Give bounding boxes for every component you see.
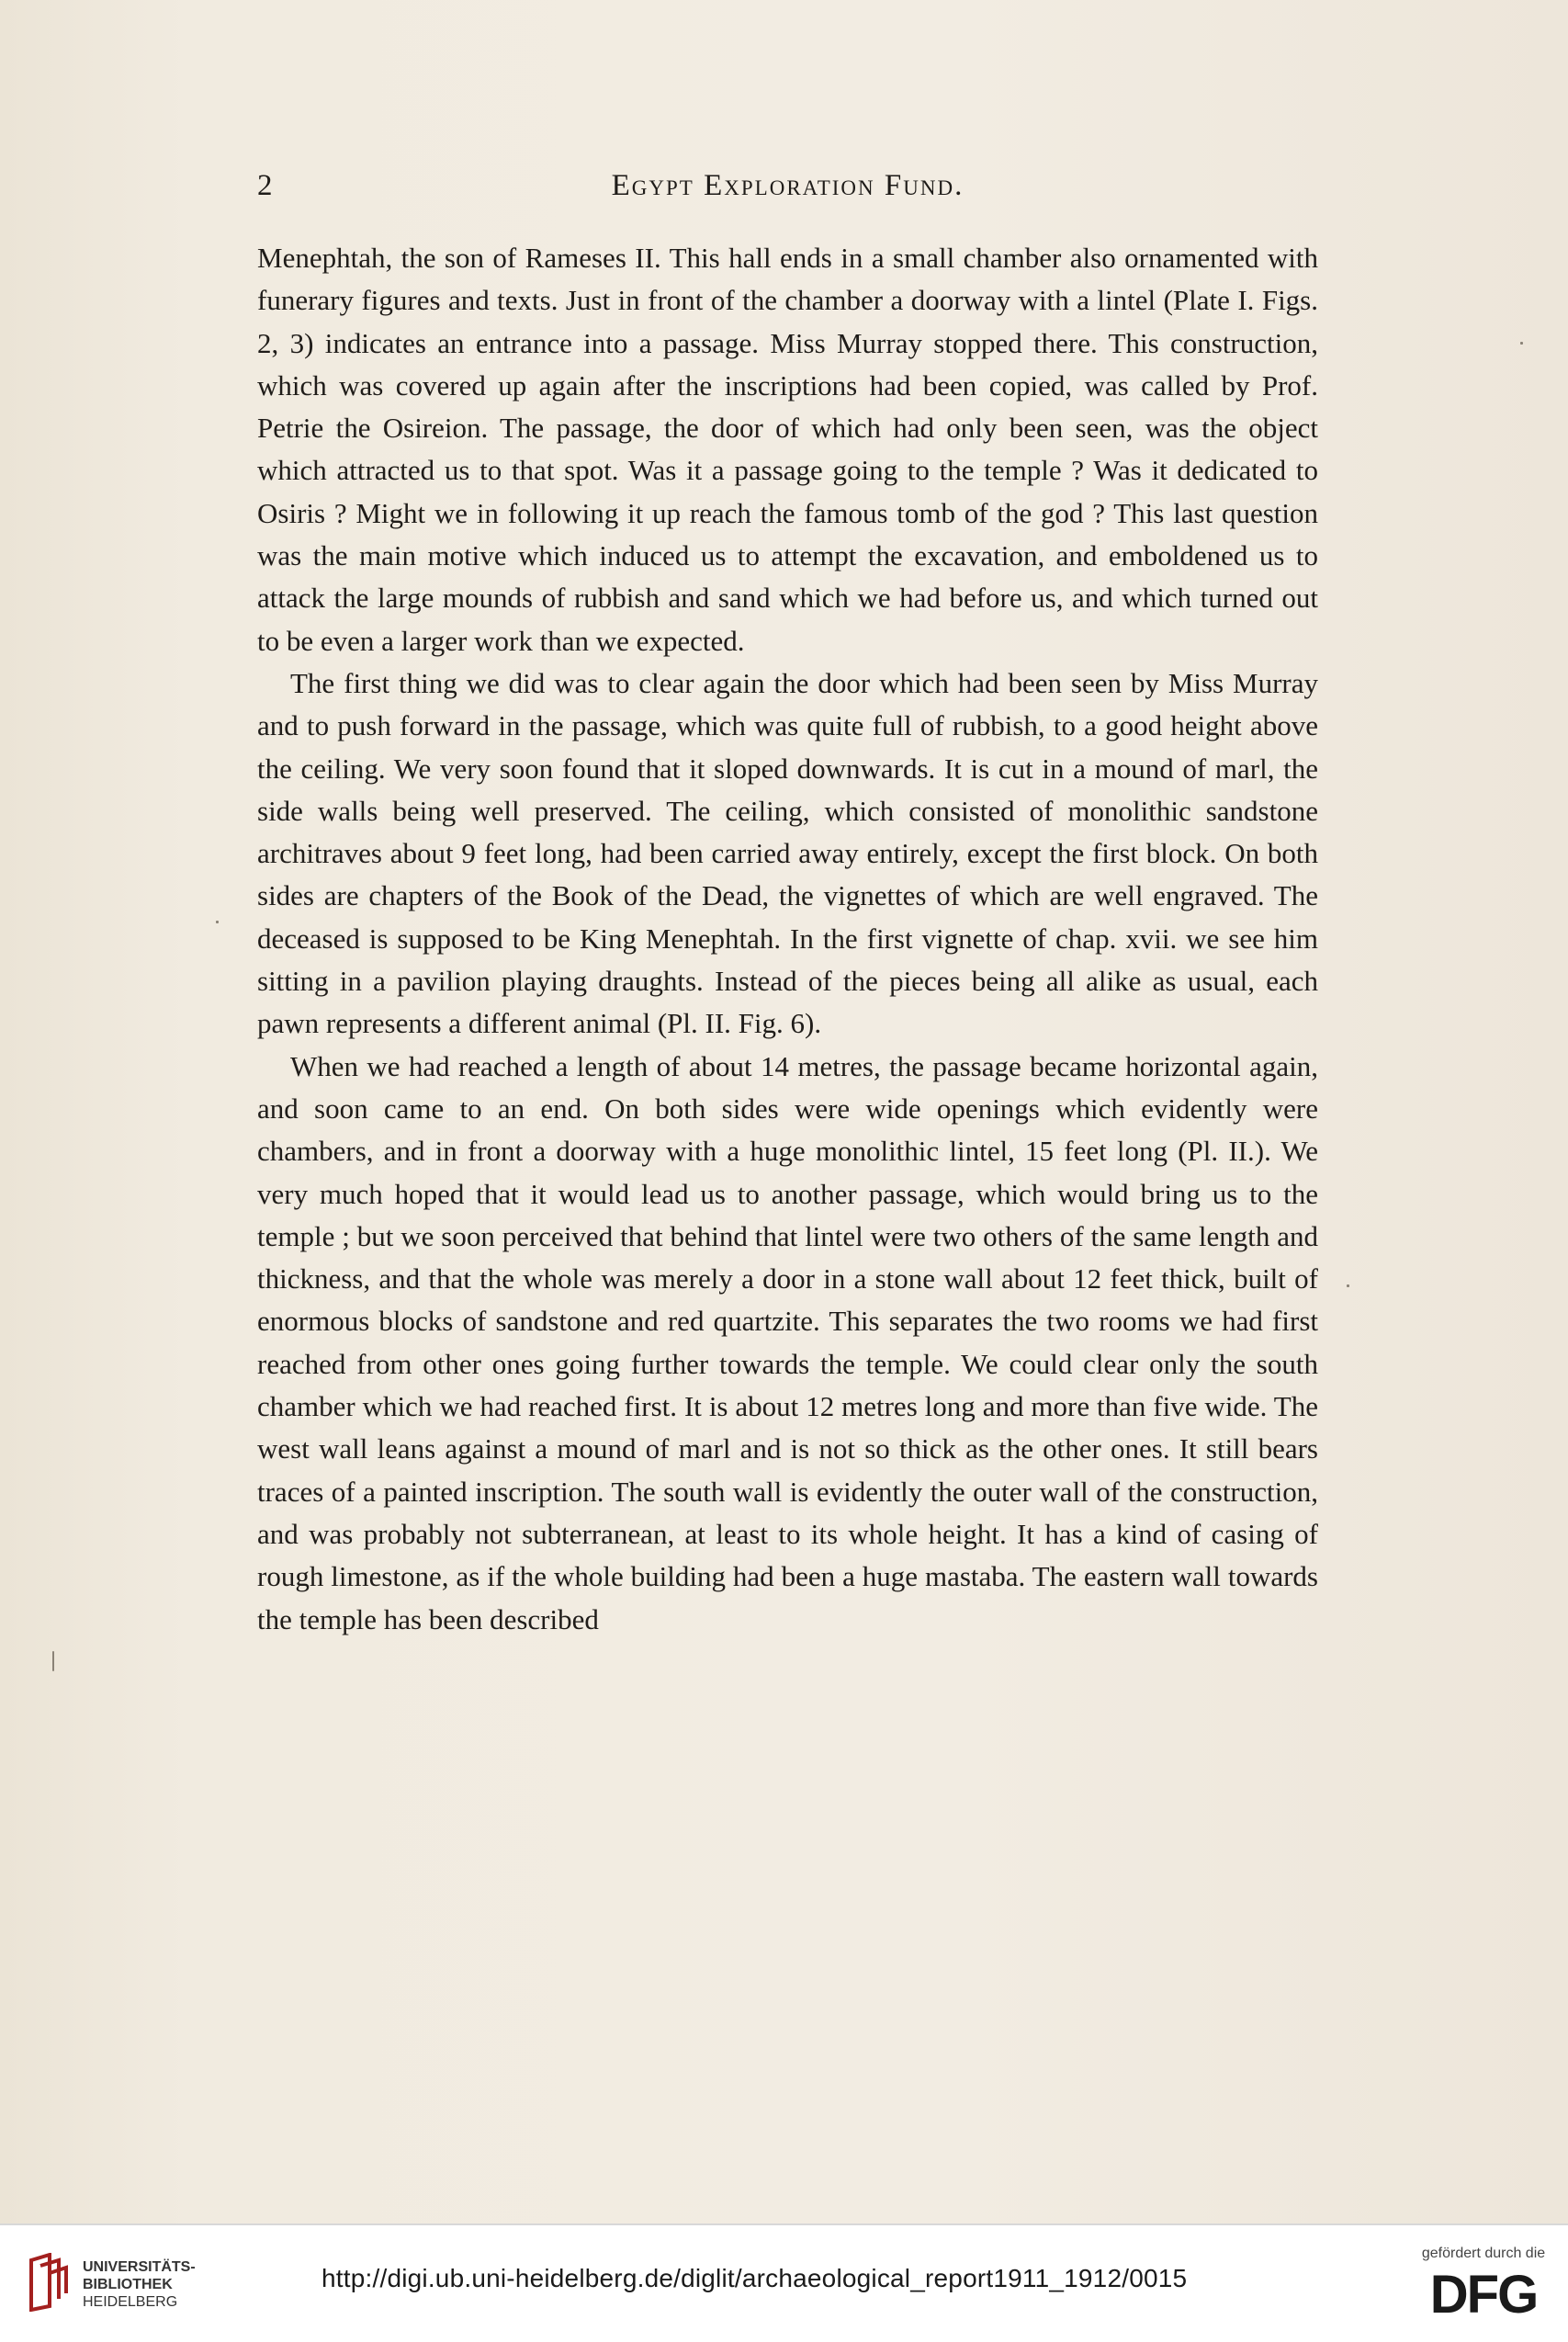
paragraph-2: The first thing we did was to clear again the door which had been seen by Miss Murray and to push forward in the passage, which was quite full of rubbish, to a good height above the ceiling. We very soon found that it sloped downwards. It is cut in a mound of marl, the side walls being well preserved. The ceiling, which consisted of monolithic sandstone architraves about 9 feet long, had been carried away entirely, except the first block. On both sides are chapters of the Book of the Dead, the vignettes of which are well engraved. The deceased is supposed to be King Menephtah. In the first vignette of chap. xvii. we see him sitting in a pavilion playing draughts. Instead of the pieces being all alike as usual, each pawn represents a different animal (Pl. II. Fig. 6). xyxy=(257,666,1318,1040)
body-text xyxy=(257,237,1318,1641)
scan-speck xyxy=(216,921,219,923)
running-title: Egypt Exploration Fund. xyxy=(611,169,964,202)
paragraph-1: Menephtah, the son of Rameses II. This hall ends in a small chamber also ornamented with funerary figures and texts. Just in front of the chamber a doorway with a lintel (Plate I. Figs. 2, 3) indicates an entrance into a passage. Miss Murray stopped there. This construction, which was covered up again after the inscriptions had been copied, was called by Prof. Petrie the Osireion. The passage, the door of which had only been seen, was the object which attracted us to that spot. Was it a passage going to the temple ? Was it dedicated to Osiris ? Might we in following it up reach the famous tomb of the god ? This last question was the main motive which induced us to attempt the excavation, and emboldened us to attack the large mounds of rubbish and sand which we had before us, and which turned out to be even a larger work than we expected. xyxy=(257,242,1318,657)
scan-speck xyxy=(52,1651,54,1671)
footer-bar xyxy=(0,2223,1568,2342)
dfg-logo: DFG xyxy=(1429,2265,1538,2325)
page-number: 2 xyxy=(257,169,273,202)
library-name: UNIVERSITÄTS- BIBLIOTHEK HEIDELBERG xyxy=(83,2259,196,2310)
dfg-funding-logo[interactable] xyxy=(1419,2246,1548,2330)
scan-speck xyxy=(1347,1284,1349,1287)
running-head xyxy=(257,169,1318,215)
funding-caption: gefördert durch die xyxy=(1421,2246,1546,2261)
source-url-link[interactable]: http://digi.ub.uni-heidelberg.de/diglit/archaeological_report1911_1912/0015 xyxy=(321,2264,1188,2292)
paragraph-3: When we had reached a length of about 14 metres, the passage became horizontal again, and soon came to an end. On both sides were wide openings which evidently were chambers, and in front a doorway with a huge monolithic lintel, 15 feet long (Pl. II.). We very much hoped that it would lead us to another passage, which would bring us to the temple ; but we soon perceived that behind that lintel were two others of the same length and thickness, and that the whole was merely a door in a stone wall about 12 feet thick, built of enormous blocks of sandstone and red quartzite. This separates the two rooms we had first reached from other ones going further towards the temple. We could clear only the south chamber which we had reached first. It is about 12 metres long and more than five wide. The west wall leans against a mound of marl and is not so thick as the other ones. It still bears traces of a painted inscription. The south wall is evidently the outer wall of the construction, and was probably not subterranean, at least to its whole height. It has a kind of casing of rough limestone, as if the whole building had been a huge mastaba. The eastern wall towards the temple has been described xyxy=(257,1049,1318,1635)
library-logo[interactable] xyxy=(28,2251,202,2325)
library-emblem-icon xyxy=(28,2253,70,2312)
scan-speck xyxy=(1520,342,1523,345)
